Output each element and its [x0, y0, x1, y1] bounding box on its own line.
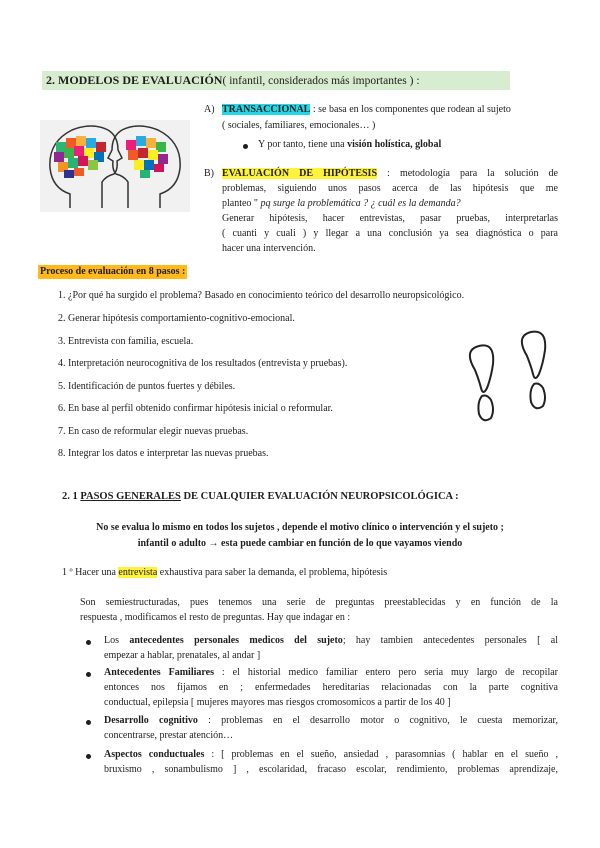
process-step: 2. Generar hipótesis comportamiento-cognitivo-emocional.: [58, 313, 295, 324]
model-b-line1: [222, 167, 558, 181]
interview-item-cognitive: [104, 714, 558, 728]
model-a-desc: : se basa en los componentes que rodean al sujeto: [310, 104, 511, 115]
interview-line1: Son semiestructuradas, pues tenemos una serie de preguntas preestablecidas y en función de la: [80, 597, 558, 608]
interview-item-cognitive-line2: concentrarse, prestar atención…: [104, 730, 234, 741]
interview-item-personal-line2: empezar a hablar, prenatales, al andar ]: [104, 650, 261, 661]
bullet-dot-icon: [243, 144, 248, 149]
footprints-icon: [455, 330, 565, 438]
interview-line2: respuesta , modificamos el resto de preguntas. Hay que indagar en :: [80, 612, 351, 623]
section-heading: [42, 71, 510, 90]
interview-item-family-line3: conductual, epilepsia [ mujeres mayores mas riesgos cromosomicos a partir de los 40 ]: [104, 697, 451, 708]
model-b-line2: problemas, siguiendo unos pasos acerca de las hipótesis que me: [222, 183, 558, 194]
model-a-bullet-bold: visión holística, global: [347, 139, 442, 150]
bullet-dot-icon: [86, 640, 91, 645]
bullet-dot-icon: [86, 720, 91, 725]
item-bold: Aspectos conductuales: [104, 749, 205, 760]
item-bold: Desarrollo cognitivo: [104, 715, 198, 726]
process-step: 8. Integrar los datos e interpretar las nuevas pruebas.: [58, 448, 269, 459]
process-step: 6. En base al perfil obtenido confirmar hipótesis inicial o reformular.: [58, 403, 333, 414]
step1-line: [62, 566, 387, 580]
section21-underlined: PASOS GENERALES: [80, 491, 181, 502]
item-rest: : [ problemas en el sueño, ansiedad , parasomnias ( hablar en el sueño ,: [204, 749, 558, 760]
process-step: 5. Identificación de puntos fuertes y débiles.: [58, 381, 236, 392]
item-bold: antecedentes personales medicos del sujeto: [129, 635, 343, 646]
section-title: 2. MODELOS DE EVALUACIÓN: [46, 73, 223, 87]
section21-note-line2: infantil o adulto → esta puede cambiar en función de lo que vayamos viendo: [137, 538, 463, 549]
model-a-line1: [222, 103, 511, 117]
process-step: 3. Entrevista con familia, escuela.: [58, 336, 194, 347]
process-step: 7. En caso de reformular elegir nuevas pruebas.: [58, 426, 249, 437]
process-step: 1. ¿Por qué ha surgido el problema? Basado en conocimiento teórico del desarrollo neuropsicológico.: [58, 290, 465, 301]
model-b-term: EVALUACIÓN DE HIPÓTESIS: [222, 168, 378, 179]
bullet-dot-icon: [86, 754, 91, 759]
interview-item-behavior-line2: bruxismo , sonambulismo ] , escolaridad, fracaso escolar, rendimiento, problemas aprendizaje,: [104, 764, 558, 775]
item-bold: Antecedentes Familiares: [104, 667, 214, 678]
section21-rest: DE CUALQUIER EVALUACIÓN NEUROPSICOLÓGICA :: [180, 491, 459, 502]
interview-item-personal: [104, 634, 558, 648]
model-b-line6: hacer una intervención.: [222, 243, 316, 254]
item-rest: : el historial medico familiar entero pero seria muy largo de recopilar: [213, 667, 558, 678]
model-b-question: pq surge la problemática ? ¿ cuál es la demanda?: [260, 198, 461, 209]
model-b-line5: ( cuanti y cuali ) y llegar a una conclusión ya sea diagnóstica o para: [222, 228, 558, 239]
model-b-marker: B): [204, 168, 214, 179]
item-pre: Los: [104, 635, 130, 646]
section21-note-line1: No se evalua lo mismo en todos los sujetos , depende el motivo clínico o intervención y el sujeto ;: [96, 522, 504, 533]
model-a-term: TRANSACCIONAL: [222, 104, 311, 115]
model-a-line2: ( sociales, familiares, emocionales… ): [222, 120, 376, 131]
section-subtitle: ( infantil, considerados más importantes ) :: [222, 75, 420, 87]
step1-prefix: 1 º Hacer una: [62, 567, 119, 578]
puzzle-brain-heads-icon: [40, 120, 190, 212]
process-step: 4. Interpretación neurocognitiva de los resultados (entrevista y pruebas).: [58, 358, 348, 369]
model-b-line1-rest: : metodología para la solución de: [377, 168, 558, 179]
bullet-dot-icon: [86, 672, 91, 677]
section21-heading: [62, 490, 459, 504]
item-rest: ; hay tambien antecedentes personales [ al: [342, 635, 559, 646]
interview-item-family-line2: entonces nos fijamos en ; enfermedades hereditarias relacionadas con la parte cognitiva: [104, 682, 558, 693]
model-b-line3: [222, 197, 461, 211]
step1-rest: exhaustiva para saber la demanda, el problema, hipótesis: [157, 567, 388, 578]
model-a-marker: A): [204, 104, 215, 115]
section21-number: 2. 1: [62, 491, 78, 502]
model-b-line4: Generar hipótesis, hacer entrevistas, pasar pruebas, interpretarlas: [222, 213, 558, 224]
interview-item-behavior: [104, 748, 558, 762]
process-heading: Proceso de evaluación en 8 pasos :: [40, 266, 186, 277]
item-rest: : problemas en el desarrollo motor o cognitivo, le cuesta memorizar,: [197, 715, 558, 726]
model-a-bullet: [258, 138, 441, 152]
step1-highlight: entrevista: [118, 567, 158, 578]
model-b-line3-prefix: planteo ": [222, 198, 261, 209]
model-a-bullet-text: Y por tanto, tiene una: [258, 139, 348, 150]
interview-item-family: [104, 666, 558, 680]
